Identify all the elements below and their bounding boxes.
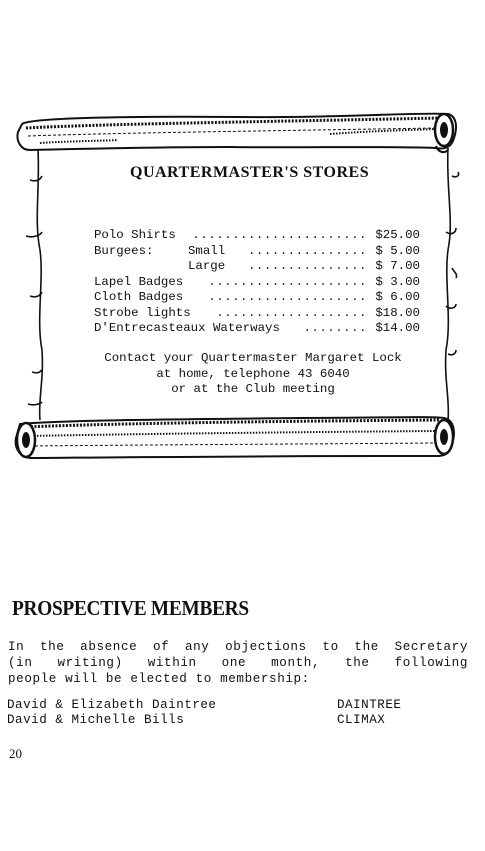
item-price: $ 3.00 — [375, 274, 420, 289]
contact-line: or at the Club meeting — [171, 382, 335, 396]
item-price: $ 6.00 — [375, 290, 420, 304]
leader-dots: .................... — [208, 290, 367, 304]
price-row — [94, 244, 420, 260]
contact-block — [94, 351, 412, 398]
item-price: $25.00 — [375, 228, 420, 242]
leader-dots: ........ — [303, 321, 367, 335]
stores-title: QUARTERMASTER'S STORES — [130, 164, 370, 181]
member-location: CLIMAX — [337, 713, 386, 727]
leader-dots: ...................... — [192, 228, 367, 242]
member-row — [7, 698, 402, 712]
price-row — [94, 275, 420, 291]
item-name: Strobe lights — [94, 305, 191, 320]
item-name: Polo Shirts — [94, 228, 176, 242]
price-row — [94, 321, 420, 337]
bottom-scroll-roll — [16, 417, 454, 458]
item-name: Cloth Badges — [94, 290, 184, 304]
intro-line: (in writing) within one month, the following — [8, 656, 468, 670]
top-scroll-roll — [18, 114, 457, 152]
member-row — [7, 713, 386, 727]
item-price: $ 7.00 — [375, 259, 420, 273]
price-row — [94, 290, 420, 306]
price-row — [94, 306, 420, 322]
item-price: $14.00 — [375, 321, 420, 335]
leader-dots: ................... — [216, 305, 367, 320]
price-list — [94, 228, 420, 337]
intro-line: In the absence of any objections to the Secretary — [8, 640, 468, 654]
item-variant: Large — [188, 259, 226, 273]
member-name: David & Michelle Bills — [7, 713, 185, 727]
item-variant: Small — [188, 243, 226, 258]
member-location: DAINTREE — [337, 698, 402, 712]
leader-dots: ............... — [247, 243, 367, 258]
price-row — [94, 259, 420, 275]
item-price: $ 5.00 — [375, 243, 420, 258]
prospective-members-heading: PROSPECTIVE MEMBERS — [12, 596, 249, 620]
leader-dots: ............... — [247, 259, 367, 273]
item-price: $18.00 — [375, 305, 420, 320]
member-name: David & Elizabeth Daintree — [7, 698, 217, 712]
intro-line: people will be elected to membership: — [8, 672, 310, 686]
contact-line: at home, telephone 43 6040 — [156, 366, 350, 381]
item-name: Lapel Badges — [94, 274, 184, 289]
prospective-intro — [8, 639, 468, 687]
leader-dots: .................... — [208, 274, 367, 289]
item-name: Burgees: — [94, 243, 154, 258]
price-row — [94, 228, 420, 244]
item-name: D'Entrecasteaux Waterways — [94, 321, 280, 335]
contact-line: Contact your Quartermaster Margaret Lock — [104, 351, 402, 365]
page-number: 20 — [9, 746, 22, 761]
